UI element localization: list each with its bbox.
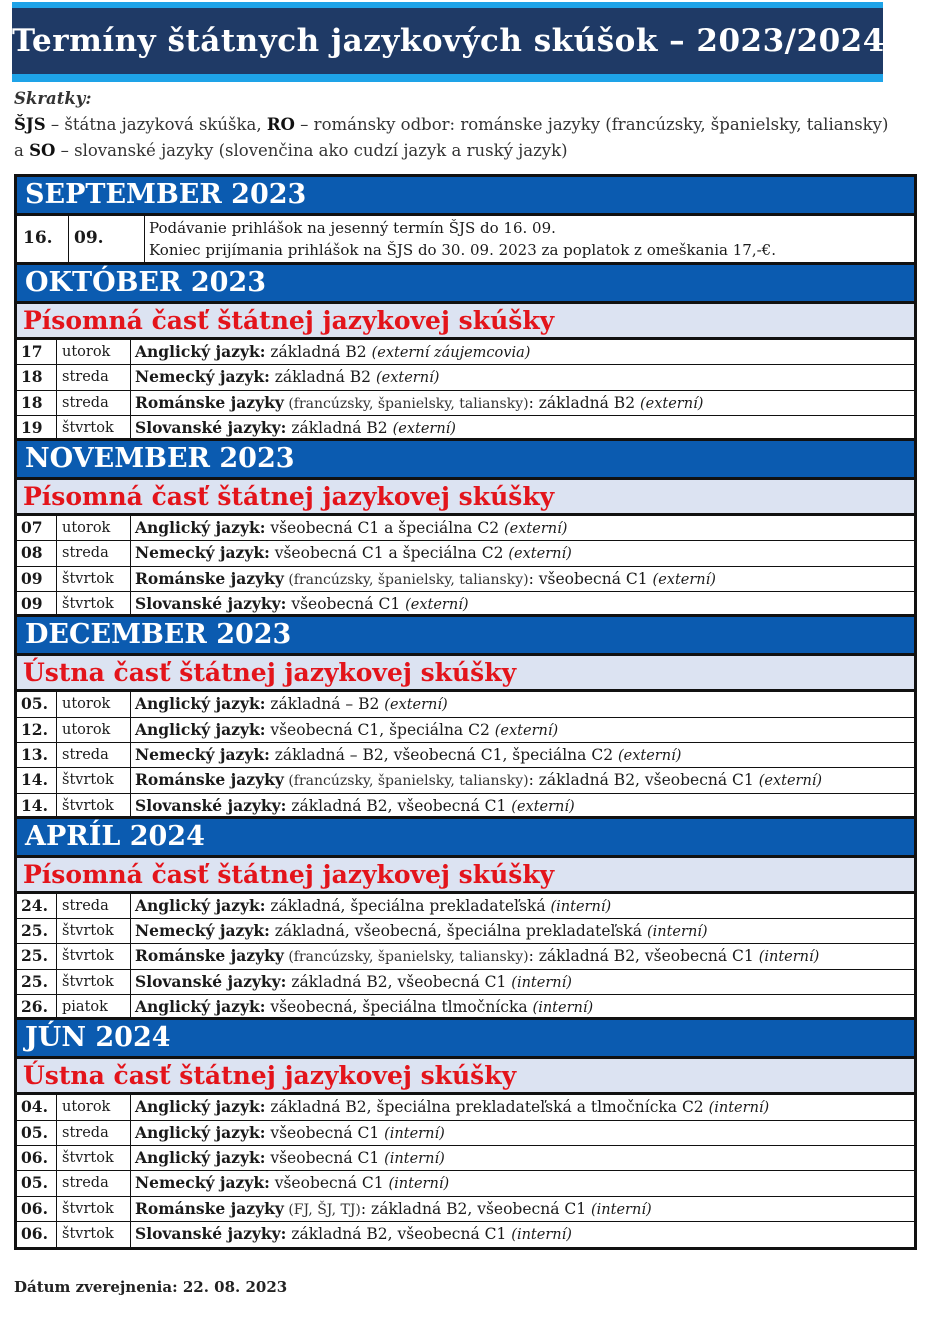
row-description: [131, 794, 914, 816]
row-description: [131, 541, 914, 565]
row-description: [131, 516, 914, 540]
row-date: 17: [17, 340, 57, 364]
row-level: základná B2, všeobecná C1: [286, 796, 512, 815]
row-language-note: (FJ, ŠJ, TJ): [283, 1201, 361, 1218]
row-level: základná – B2, všeobecná C1, špeciálna C2: [269, 745, 618, 764]
exam-row: [17, 1197, 914, 1222]
row-level: všeobecná C1 a špeciálna C2: [265, 519, 504, 538]
row-level: : základná B2, všeobecná C1: [528, 947, 759, 966]
section-header: Písomná časť štátnej jazykovej skúšky: [17, 480, 914, 516]
row-language: Anglický jazyk:: [135, 997, 266, 1017]
row-audience: (externí): [384, 697, 448, 714]
row-month: 09.: [69, 216, 145, 262]
row-date: 09: [17, 567, 57, 591]
abbreviations-text: [14, 112, 894, 164]
exam-row: [17, 692, 914, 717]
exam-row: [17, 365, 914, 390]
row-weekday: utorok: [57, 692, 131, 716]
abbr-so: SO: [29, 141, 56, 160]
row-date: 18: [17, 391, 57, 415]
row-level: základná, špeciálna prekladateľská: [265, 896, 551, 915]
row-description: [131, 1095, 914, 1119]
row-level: základná B2, všeobecná C1: [286, 972, 512, 991]
row-date: 25.: [17, 970, 57, 994]
row-language: Anglický jazyk:: [135, 1097, 266, 1117]
row-language: Anglický jazyk:: [135, 895, 266, 915]
row-level: : všeobecná C1: [528, 569, 653, 588]
row-language: Románske jazyky: [135, 946, 284, 966]
row-date: 14.: [17, 794, 57, 816]
row-audience: (externí): [392, 420, 456, 437]
row-date: 16.: [17, 216, 69, 262]
row-weekday: streda: [57, 365, 131, 389]
row-weekday: štvrtok: [57, 794, 131, 816]
row-weekday: štvrtok: [57, 1197, 131, 1221]
section-header: Písomná časť štátnej jazykovej skúšky: [17, 304, 914, 340]
row-language-note: (francúzsky, španielsky, taliansky): [283, 571, 529, 588]
month-header: APRÍL 2024: [17, 819, 914, 858]
row-language: Románske jazyky: [135, 770, 284, 790]
row-description: [131, 567, 914, 591]
exam-row: [17, 541, 914, 566]
row-level: základná B2, špeciálna prekladateľská a tlmočnícka C2: [265, 1098, 709, 1117]
exam-row: [17, 416, 914, 441]
row-date: 07: [17, 516, 57, 540]
row-date: 09: [17, 592, 57, 614]
row-date: 05.: [17, 1171, 57, 1195]
september-row: [17, 216, 914, 265]
row-language: Anglický jazyk:: [135, 1122, 266, 1142]
row-audience: (externí): [494, 722, 559, 739]
row-audience: (interní): [532, 1000, 594, 1017]
row-language: Anglický jazyk:: [135, 694, 266, 714]
row-description: [131, 1222, 914, 1247]
row-description: [131, 1121, 914, 1145]
row-weekday: streda: [57, 743, 131, 767]
row-description: [131, 894, 914, 918]
row-audience: (externí): [511, 798, 575, 815]
row-level: základná B2: [265, 343, 372, 361]
exam-row: [17, 743, 914, 768]
september-line-1: Podávanie prihlášok na jesenný termín ŠJS do 16. 09.: [149, 219, 556, 237]
abbreviations-heading: Skratky:: [14, 89, 92, 108]
row-audience: (interní): [384, 1150, 445, 1167]
row-date: 26.: [17, 995, 57, 1017]
row-level: všeobecná C1 a špeciálna C2: [269, 544, 509, 563]
row-description: [131, 391, 914, 415]
row-weekday: streda: [57, 391, 131, 415]
row-language: Anglický jazyk:: [135, 1147, 266, 1167]
row-weekday: štvrtok: [57, 567, 131, 591]
row-audience: (externí): [375, 370, 440, 387]
exam-row: [17, 768, 914, 793]
abbr-sjs: ŠJS: [14, 115, 46, 134]
row-description: [131, 743, 914, 767]
row-audience: (externí): [617, 747, 682, 764]
row-language-note: (francúzsky, španielsky, taliansky): [283, 949, 529, 966]
exam-row: [17, 592, 914, 617]
row-audience: (interní): [646, 924, 708, 941]
row-description: [131, 919, 914, 943]
row-date: 05.: [17, 1121, 57, 1145]
row-audience: (externí): [639, 395, 704, 412]
row-description: [131, 768, 914, 792]
row-weekday: utorok: [57, 340, 131, 364]
row-language: Nemecký jazyk:: [135, 921, 270, 941]
row-level: všeobecná C1: [286, 595, 406, 614]
row-audience: (externí): [508, 546, 572, 563]
row-date: 19: [17, 416, 57, 438]
abbreviations: [14, 86, 894, 164]
row-audience: (externí): [758, 773, 823, 790]
row-description: [131, 365, 914, 389]
exam-row: [17, 995, 914, 1020]
row-description: [131, 592, 914, 614]
row-level: všeobecná C1: [265, 1123, 385, 1142]
row-date: 06.: [17, 1146, 57, 1170]
row-weekday: utorok: [57, 1095, 131, 1119]
abbr-ro: RO: [266, 115, 295, 134]
section-header: Ústna časť štátnej jazykovej skúšky: [17, 1059, 914, 1095]
row-description: [131, 340, 914, 364]
row-level: všeobecná C1: [265, 1148, 385, 1167]
exam-row: [17, 516, 914, 541]
row-audience: (externí záujemcovia): [371, 345, 531, 361]
row-description: [145, 216, 914, 262]
row-date: 04.: [17, 1095, 57, 1119]
row-audience: (interní): [511, 974, 572, 991]
month-header: OKTÓBER 2023: [17, 265, 914, 304]
row-weekday: štvrtok: [57, 1146, 131, 1170]
row-language: Slovanské jazyky:: [135, 795, 287, 815]
row-description: [131, 944, 914, 968]
row-language: Nemecký jazyk:: [135, 744, 270, 764]
month-header: NOVEMBER 2023: [17, 441, 914, 480]
schedule-table: [14, 174, 917, 1250]
month-header: DECEMBER 2023: [17, 617, 914, 656]
exam-row: [17, 1121, 914, 1146]
row-weekday: streda: [57, 894, 131, 918]
row-date: 13.: [17, 743, 57, 767]
row-level: základná B2, všeobecná C1: [286, 1224, 512, 1243]
row-audience: (interní): [388, 1176, 450, 1193]
exam-row: [17, 340, 914, 365]
exam-row: [17, 894, 914, 919]
exam-row: [17, 1095, 914, 1120]
exam-row: [17, 919, 914, 944]
row-weekday: štvrtok: [57, 1222, 131, 1247]
row-description: [131, 995, 914, 1017]
row-date: 05.: [17, 692, 57, 716]
row-date: 14.: [17, 768, 57, 792]
section-header: Ústna časť štátnej jazykovej skúšky: [17, 656, 914, 692]
row-language: Anglický jazyk:: [135, 719, 266, 739]
row-weekday: utorok: [57, 718, 131, 742]
row-date: 18: [17, 365, 57, 389]
row-weekday: štvrtok: [57, 592, 131, 614]
row-date: 25.: [17, 944, 57, 968]
section-header: Písomná časť štátnej jazykovej skúšky: [17, 858, 914, 894]
page-title: Termíny štátnych jazykových skúšok – 2023/2024: [12, 8, 883, 74]
exam-row: [17, 567, 914, 592]
row-language: Anglický jazyk:: [135, 342, 266, 361]
abbr-ro-text: – románsky odbor: románske jazyky (francúzsky, španielsky, taliansky) a: [14, 115, 889, 160]
row-language: Slovanské jazyky:: [135, 417, 287, 437]
row-level: všeobecná C1: [269, 1174, 389, 1193]
row-audience: (externí): [652, 571, 716, 588]
row-language: Nemecký jazyk:: [135, 543, 270, 563]
row-language: Slovanské jazyky:: [135, 594, 287, 614]
row-level: všeobecná C1, špeciálna C2: [265, 720, 495, 739]
row-description: [131, 718, 914, 742]
row-weekday: štvrtok: [57, 416, 131, 438]
row-date: 12.: [17, 718, 57, 742]
row-language-note: (francúzsky, španielsky, taliansky): [283, 395, 529, 412]
row-audience: (interní): [384, 1125, 445, 1142]
row-audience: (interní): [550, 898, 612, 915]
row-description: [131, 692, 914, 716]
row-audience: (externí): [504, 521, 568, 538]
row-level: základná – B2: [265, 695, 385, 714]
row-description: [131, 1146, 914, 1170]
exam-row: [17, 718, 914, 743]
row-weekday: štvrtok: [57, 768, 131, 792]
row-date: 25.: [17, 919, 57, 943]
row-language: Románske jazyky: [135, 392, 284, 412]
exam-row: [17, 970, 914, 995]
september-line-2: Koniec prijímania prihlášok na ŠJS do 30. 09. 2023 za poplatok z omeškania 17,-€.: [149, 241, 776, 259]
row-description: [131, 970, 914, 994]
row-level: základná B2: [269, 368, 376, 387]
row-date: 08: [17, 541, 57, 565]
exam-row: [17, 1171, 914, 1196]
row-language: Slovanské jazyky:: [135, 1223, 287, 1243]
row-language-note: (francúzsky, španielsky, taliansky): [283, 773, 529, 790]
row-language: Románske jazyky: [135, 568, 284, 588]
row-language: Nemecký jazyk:: [135, 1173, 270, 1193]
row-language: Nemecký jazyk:: [135, 367, 270, 387]
row-weekday: štvrtok: [57, 919, 131, 943]
exam-row: [17, 1222, 914, 1247]
row-language: Anglický jazyk:: [135, 518, 266, 538]
month-header: JÚN 2024: [17, 1020, 914, 1059]
month-header: SEPTEMBER 2023: [17, 177, 914, 216]
row-level: všeobecná, špeciálna tlmočnícka: [265, 998, 533, 1017]
row-audience: (interní): [758, 949, 820, 966]
row-level: základná, všeobecná, špeciálna prekladateľská: [269, 922, 647, 941]
row-level: : základná B2: [528, 393, 640, 412]
row-weekday: štvrtok: [57, 970, 131, 994]
row-weekday: štvrtok: [57, 944, 131, 968]
abbr-sjs-text: – štátna jazyková skúška,: [45, 115, 267, 134]
row-date: 06.: [17, 1197, 57, 1221]
row-date: 24.: [17, 894, 57, 918]
exam-row: [17, 391, 914, 416]
row-language: Románske jazyky: [135, 1198, 284, 1218]
exam-row: [17, 944, 914, 969]
row-weekday: streda: [57, 541, 131, 565]
row-audience: (externí): [405, 597, 469, 614]
exam-row: [17, 794, 914, 819]
row-weekday: piatok: [57, 995, 131, 1017]
row-audience: (interní): [591, 1201, 652, 1218]
publication-date: Dátum zverejnenia: 22. 08. 2023: [14, 1278, 288, 1296]
row-level: : základná B2, všeobecná C1: [528, 771, 759, 790]
exam-row: [17, 1146, 914, 1171]
row-language: Slovanské jazyky:: [135, 971, 287, 991]
row-weekday: utorok: [57, 516, 131, 540]
row-description: [131, 416, 914, 438]
row-weekday: streda: [57, 1171, 131, 1195]
row-description: [131, 1197, 914, 1221]
row-audience: (interní): [511, 1226, 572, 1243]
abbr-so-text: – slovanské jazyky (slovenčina ako cudzí jazyk a ruský jazyk): [55, 141, 568, 160]
row-date: 06.: [17, 1222, 57, 1247]
row-description: [131, 1171, 914, 1195]
row-audience: (interní): [708, 1100, 770, 1117]
row-weekday: streda: [57, 1121, 131, 1145]
row-level: : základná B2, všeobecná C1: [360, 1199, 592, 1218]
row-level: základná B2: [286, 418, 393, 437]
